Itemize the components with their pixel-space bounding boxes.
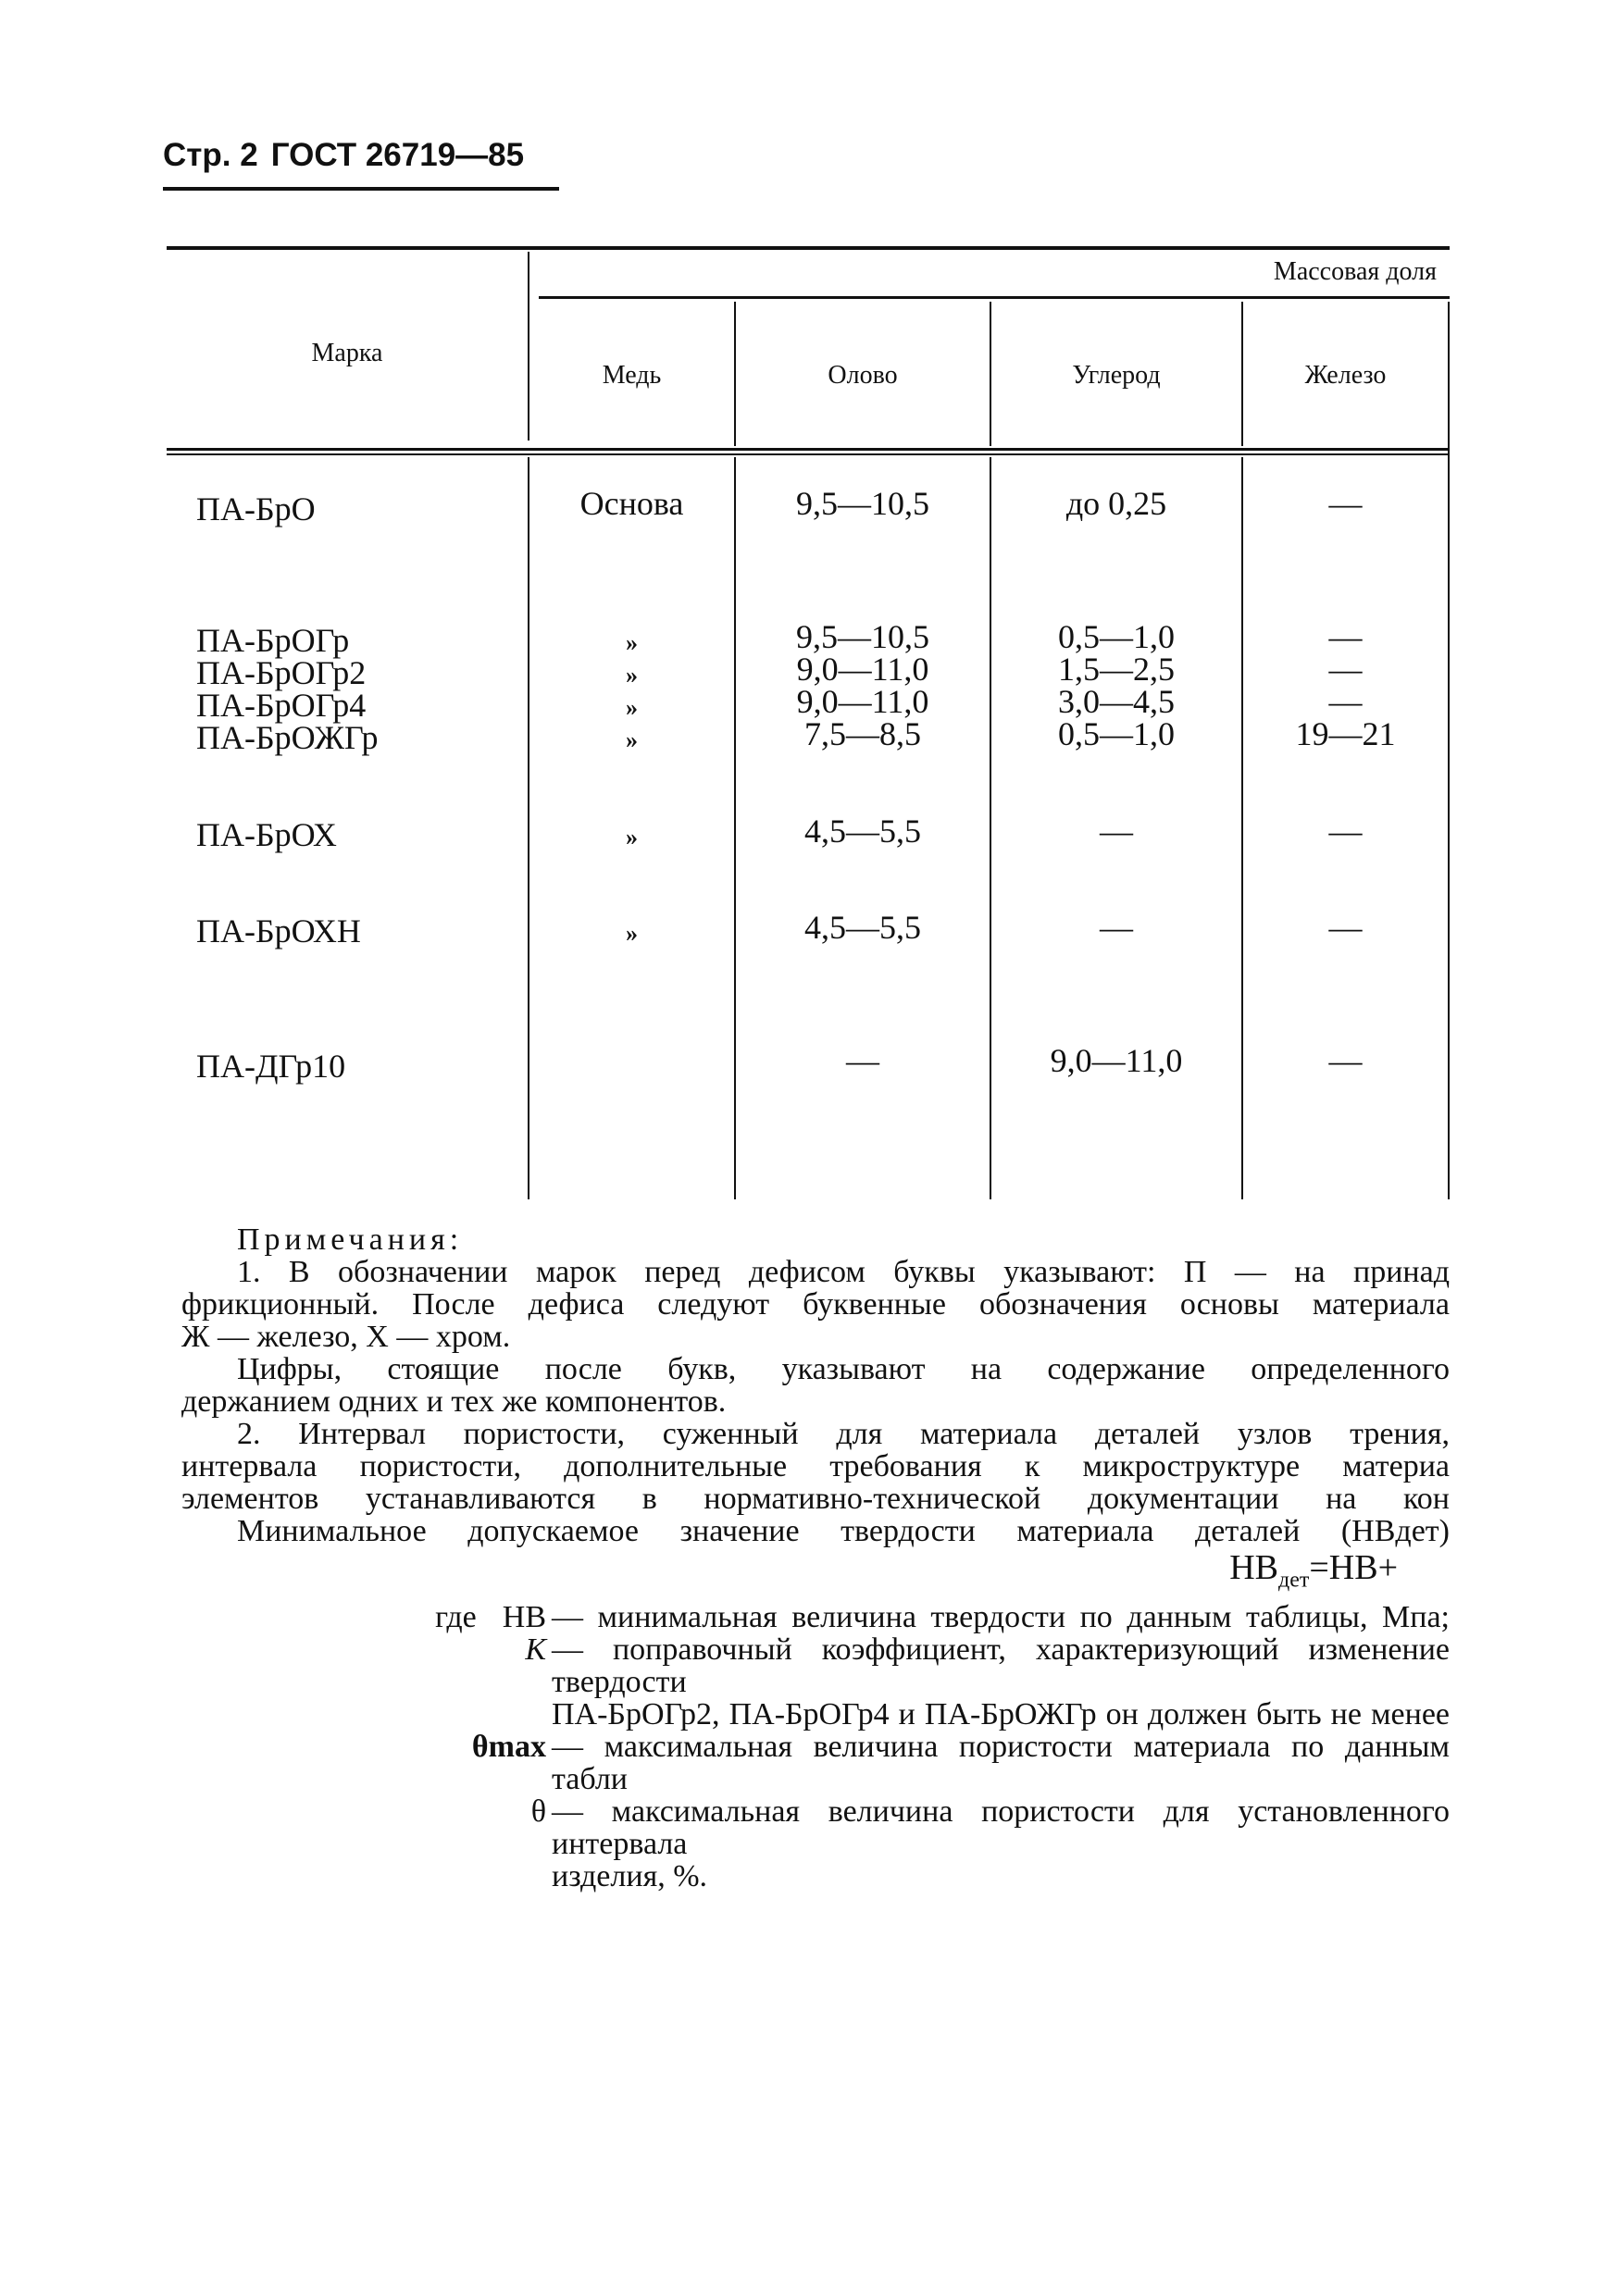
- standard-number: ГОСТ 26719—85: [270, 137, 525, 173]
- definition-text: — максимальная величина пористости материала по данным табли: [552, 1729, 1450, 1796]
- ditto-mark: »: [626, 920, 638, 947]
- row-brand: ПА-БрОЖГр: [196, 719, 379, 756]
- row-carbon: —: [1100, 909, 1133, 946]
- page-header: [163, 137, 524, 174]
- row-copper: Основа: [579, 485, 684, 522]
- note-2-line: элементов устанавливаются в нормативно-технической документации на кон: [181, 1482, 1450, 1516]
- note-1b-line: держанием одних и тех же компонентов.: [181, 1384, 727, 1419]
- header-iron: Железо: [1304, 361, 1387, 390]
- composition-table: [167, 246, 1450, 1199]
- ditto-mark: »: [626, 694, 638, 721]
- row-brand: ПА-БрОХ: [196, 816, 337, 853]
- definition-text: — минимальная величина твердости по данным таблицы, Мпа;: [552, 1599, 1450, 1634]
- row-iron: 19—21: [1295, 715, 1396, 752]
- row-iron: —: [1328, 618, 1363, 655]
- row-tin: 7,5—8,5: [804, 715, 921, 752]
- header-copper: Медь: [602, 361, 662, 390]
- ditto-mark: »: [626, 629, 638, 656]
- definition-term: θ: [530, 1793, 546, 1829]
- row-carbon: 0,5—1,0: [1058, 618, 1175, 655]
- row-carbon: —: [1100, 813, 1133, 850]
- definition-item: [181, 1633, 1450, 1731]
- header-bottom-rule-1: [167, 448, 1450, 451]
- row-brand: ПА-ДГр10: [196, 1048, 346, 1085]
- definition-item: [181, 1795, 1450, 1893]
- col-divider-iron: [1448, 302, 1450, 1199]
- header-rule: [163, 187, 559, 191]
- where-label: где: [435, 1599, 477, 1634]
- row-brand: ПА-БрОГр4: [196, 687, 367, 724]
- row-carbon: 1,5—2,5: [1058, 651, 1175, 688]
- definition-list: [181, 1601, 1450, 1893]
- ditto-mark: »: [626, 662, 638, 689]
- definition-term: HB: [502, 1599, 546, 1634]
- row-carbon: 9,0—11,0: [1050, 1042, 1183, 1079]
- notes-section: [181, 1223, 1450, 1893]
- row-iron: —: [1328, 909, 1363, 946]
- header-carbon: Углерод: [1072, 361, 1161, 390]
- note-2-line: Минимальное допускаемое значение твердости материала деталей (HBдет): [237, 1514, 1450, 1548]
- row-iron: —: [1328, 485, 1363, 522]
- note-2-line: интервала пористости, дополнительные требования к микроструктуре материа: [181, 1449, 1450, 1483]
- header-brand: Марка: [311, 339, 383, 367]
- header-divider-brand: [528, 252, 529, 441]
- row-carbon: до 0,25: [1065, 485, 1167, 522]
- formula-rhs: =HB+: [1309, 1548, 1398, 1587]
- note-1-line: 1. В обозначении марок перед дефисом буквы указывают: П — на принад: [237, 1255, 1450, 1289]
- definition-text: ПА-БрОГр2, ПА-БрОГр4 и ПА-БрОЖГр он должен быть не менее: [552, 1696, 1450, 1731]
- definition-text: изделия, %.: [552, 1858, 708, 1893]
- row-tin: 9,0—11,0: [796, 683, 929, 720]
- row-tin: —: [846, 1042, 879, 1079]
- header-tin: Олово: [828, 361, 898, 390]
- ditto-mark: »: [626, 726, 638, 753]
- row-brand: ПА-БрОГр2: [196, 654, 367, 691]
- formula-lhs: HB: [1229, 1548, 1278, 1587]
- definition-item: [181, 1601, 1450, 1633]
- row-brand: ПА-БрО: [196, 490, 316, 527]
- row-tin: 9,5—10,5: [796, 618, 929, 655]
- row-brand: ПА-БрОГр: [196, 622, 350, 659]
- note-1b-line: Цифры, стоящие после букв, указывают на содержание определенного: [237, 1352, 1450, 1386]
- row-iron: —: [1328, 813, 1363, 850]
- definition-item: [181, 1731, 1450, 1795]
- row-tin: 9,5—10,5: [796, 485, 929, 522]
- ditto-mark: »: [626, 824, 638, 850]
- row-tin: 4,5—5,5: [804, 909, 921, 946]
- hardness-formula: [181, 1547, 1450, 1601]
- group-header-rule: [539, 296, 1450, 299]
- notes-title: Примечания:: [237, 1222, 464, 1257]
- header-mass-fraction: Массовая доля: [1273, 257, 1437, 286]
- row-iron: —: [1328, 651, 1363, 688]
- formula-subscript: дет: [1277, 1568, 1310, 1593]
- row-iron: —: [1328, 683, 1363, 720]
- note-1-line: Ж — железо, Х — хром.: [181, 1320, 511, 1354]
- row-tin: 4,5—5,5: [804, 813, 921, 850]
- note-1-line: фрикционный. После дефиса следуют буквенные обозначения основы материала: [181, 1287, 1450, 1322]
- page-number: Стр. 2: [163, 137, 258, 173]
- row-brand: ПА-БрОХН: [196, 912, 361, 949]
- row-carbon: 0,5—1,0: [1058, 715, 1175, 752]
- row-tin: 9,0—11,0: [796, 651, 929, 688]
- row-carbon: 3,0—4,5: [1058, 683, 1175, 720]
- definition-text: — поправочный коэффициент, характеризующий изменение твердости: [552, 1632, 1450, 1699]
- definition-term: K: [525, 1632, 546, 1667]
- table-top-rule: [167, 246, 1450, 250]
- definition-text: — максимальная величина пористости для установленного интервала: [552, 1793, 1450, 1861]
- definition-term: θmax: [471, 1729, 546, 1764]
- header-bottom-rule-2: [167, 453, 1450, 455]
- col-divider-brand: [528, 457, 529, 1199]
- row-iron: —: [1328, 1042, 1363, 1079]
- note-2-line: 2. Интервал пористости, суженный для материала деталей узлов трения,: [237, 1417, 1450, 1451]
